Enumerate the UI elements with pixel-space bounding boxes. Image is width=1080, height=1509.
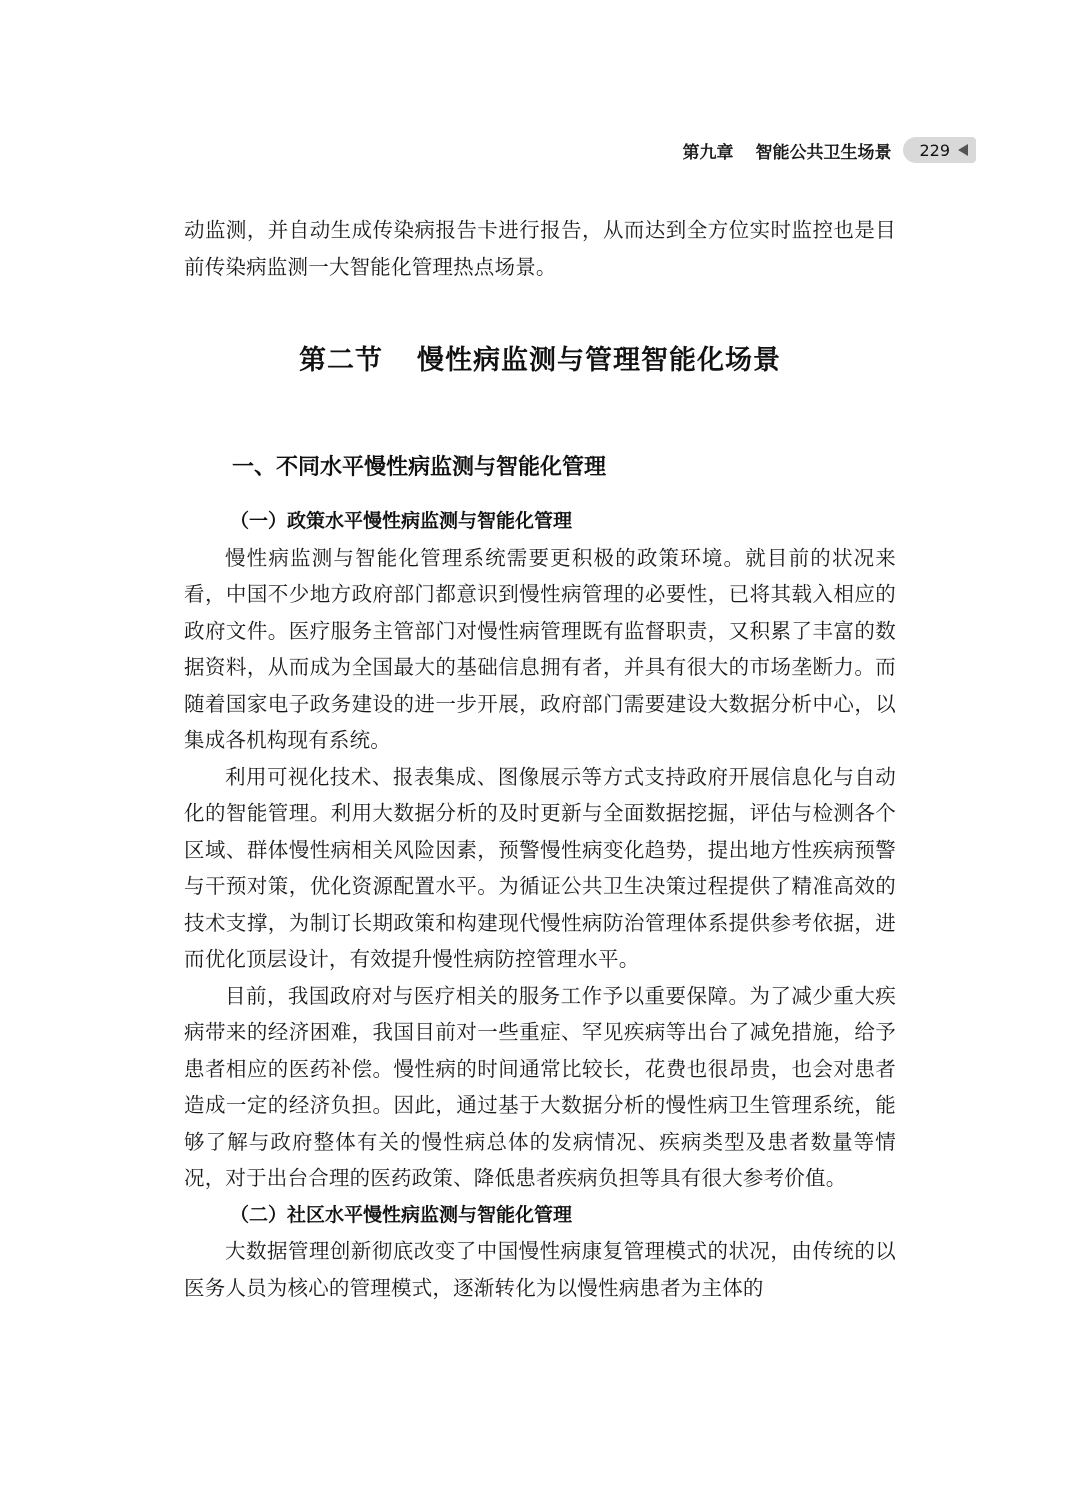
- paragraph: 慢性病监测与智能化管理系统需要更积极的政策环境。就目前的状况来看，中国不少地方政府部门都意识到慢性病管理的必要性，已将其载入相应的政府文件。医疗服务主管部门对慢性病管理既有监督职责，又积累了丰富的数据资料，从而成为全国最大的基础信息拥有者，并具有很大的市场垄断力。而随着国家电子政务建设的进一步开展，政府部门需要建设大数据分析中心，以集成各机构现有系统。: [184, 545, 896, 752]
- paragraph: 目前，我国政府对与医疗相关的服务工作予以重要保障。为了减少重大疾病带来的经济困难，我国目前对一些重症、罕见疾病等出台了减免措施，给予患者相应的医药补偿。慢性病的时间通常比较长，花费也很昂贵，也会对患者造成一定的经济负担。因此，通过基于大数据分析的慢性病卫生管理系统，能够了解与政府整体有关的慢性病总体的发病情况、疾病类型及患者数量等情况，对于出台合理的医药政策、降低患者疾病负担等具有很大参考价值。: [184, 983, 896, 1190]
- page-number: 229: [919, 140, 950, 160]
- subsection-heading-1: （一）政策水平慢性病监测与智能化管理: [230, 510, 573, 532]
- intro-paragraph: 动监测，并自动生成传染病报告卡进行报告，从而达到全方位实时监控也是目前传染病监测一大智能化管理热点场景。: [184, 218, 896, 279]
- subsection-heading-2: （二）社区水平慢性病监测与智能化管理: [230, 1203, 573, 1226]
- running-header: [682, 136, 976, 164]
- paragraph: 利用可视化技术、报表集成、图像展示等方式支持政府开展信息化与自动化的智能管理。利用大数据分析的及时更新与全面数据挖掘，评估与检测各个区域、群体慢性病相关风险因素，预警慢性病变化趋势，提出地方性疾病预警与干预对策，优化资源配置水平。为循证公共卫生决策过程提供了精准高效的技术支撑，为制订长期政策和构建现代慢性病防治管理体系提供参考依据，进而优化顶层设计，有效提升慢性病防控管理水平。: [184, 764, 896, 971]
- chapter-title: 智能公共卫生场景: [755, 142, 892, 163]
- chapter-number: 第九章: [682, 142, 734, 163]
- section-number: 第二节: [299, 345, 383, 376]
- heading-level-1: 一、不同水平慢性病监测与智能化管理: [232, 455, 607, 480]
- section-title: [0, 338, 1080, 377]
- section-title-text: 慢性病监测与管理智能化场景: [417, 345, 781, 376]
- intro-block: [184, 212, 896, 285]
- left-arrow-icon: [958, 144, 968, 156]
- page-number-tab: [903, 137, 976, 163]
- main-body: [184, 503, 896, 1306]
- paragraph: 大数据管理创新彻底改变了中国慢性病康复管理模式的状况，由传统的以医务人员为核心的管理模式，逐渐转化为以慢性病患者为主体的: [184, 1239, 896, 1300]
